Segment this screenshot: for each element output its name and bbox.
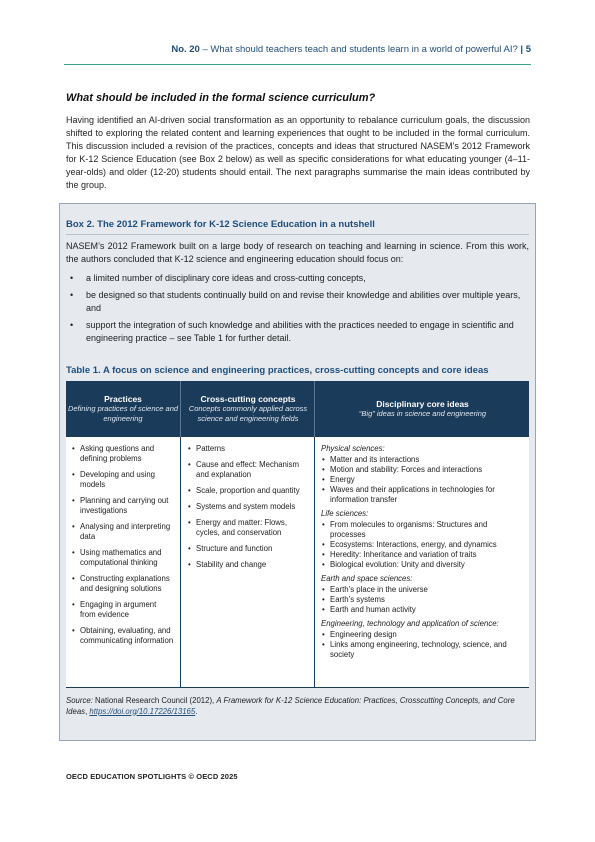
core-ideas-column bbox=[314, 437, 529, 687]
section-heading: What should be included in the formal science curriculum? bbox=[66, 92, 376, 104]
column-heading: Practices bbox=[104, 394, 142, 404]
bullet-icon: • bbox=[322, 465, 325, 474]
bullet-icon: • bbox=[322, 485, 325, 494]
bullet-text: be designed so that students continually build on and revise their knowledge and abilities over multiple years, and bbox=[86, 290, 521, 313]
cell-text: Engineering design bbox=[330, 630, 397, 639]
bullet-icon: • bbox=[188, 518, 191, 527]
practice-item bbox=[71, 522, 174, 542]
page-number: 5 bbox=[525, 44, 531, 55]
core-idea-item bbox=[321, 520, 523, 540]
concepts-list bbox=[187, 444, 308, 570]
concepts-column bbox=[180, 437, 314, 687]
core-idea-item bbox=[321, 640, 523, 660]
column-header-core-ideas bbox=[314, 381, 530, 437]
cell-text: Cause and effect: Mechanism and explanation bbox=[196, 460, 300, 479]
page-footer: OECD EDUCATION SPOTLIGHTS © OECD 2025 bbox=[66, 772, 238, 781]
bullet-icon: • bbox=[322, 605, 325, 614]
bullet-icon: • bbox=[70, 290, 74, 300]
box-title-rule bbox=[66, 234, 529, 235]
column-header-practices bbox=[66, 381, 180, 437]
bullet-icon: • bbox=[72, 522, 75, 531]
header-separator: – bbox=[199, 44, 211, 55]
bullet-icon: • bbox=[322, 595, 325, 604]
framework-table bbox=[66, 381, 529, 687]
bullet-icon: • bbox=[188, 560, 191, 569]
practice-item bbox=[71, 548, 174, 568]
practice-item bbox=[71, 470, 174, 490]
cell-text: Systems and system models bbox=[196, 502, 296, 511]
bullet-icon: • bbox=[72, 496, 75, 505]
bullet-icon: • bbox=[72, 626, 75, 635]
core-idea-list bbox=[321, 520, 523, 570]
box-title: Box 2. The 2012 Framework for K-12 Science Education in a nutshell bbox=[66, 219, 375, 230]
core-idea-list bbox=[321, 455, 523, 505]
core-idea-item bbox=[321, 630, 523, 640]
core-idea-item bbox=[321, 475, 523, 485]
bullet-icon: • bbox=[188, 444, 191, 453]
bullet-icon: • bbox=[322, 455, 325, 464]
cell-text: Using mathematics and computational thinking bbox=[80, 548, 162, 567]
doi-link[interactable]: https://doi.org/10.17226/13165 bbox=[89, 706, 196, 716]
concept-item bbox=[187, 560, 308, 570]
bullet-icon: • bbox=[72, 470, 75, 479]
cell-text: Ecosystems: Interactions, energy, and dynamics bbox=[330, 540, 497, 549]
box-intro: NASEM’s 2012 Framework built on a large body of research on teaching and learning in science. From this work, the authors concluded that K-12 science and engineering education should focus on: bbox=[66, 241, 529, 264]
column-header-concepts bbox=[180, 381, 315, 437]
concept-item bbox=[187, 444, 308, 454]
cell-text: Matter and its interactions bbox=[330, 455, 420, 464]
bullet-icon: • bbox=[322, 550, 325, 559]
column-subheading: Defining practices of science and engineering bbox=[67, 404, 179, 423]
issue-number: No. 20 bbox=[171, 44, 200, 55]
cell-text: Planning and carrying out investigations bbox=[80, 496, 169, 515]
core-idea-item bbox=[321, 540, 523, 550]
header-title: What should teachers teach and students learn in a world of powerful AI? bbox=[210, 44, 518, 55]
core-idea-group-label: Earth and space sciences: bbox=[321, 574, 413, 583]
bullet-icon: • bbox=[188, 502, 191, 511]
bullet-text: a limited number of disciplinary core ideas and cross-cutting concepts, bbox=[86, 273, 366, 283]
cell-text: Links among engineering, technology, science, and society bbox=[330, 640, 507, 659]
practice-item bbox=[71, 626, 174, 646]
core-idea-item bbox=[321, 595, 523, 605]
list-item bbox=[66, 319, 529, 345]
cell-text: Analysing and interpreting data bbox=[80, 522, 171, 541]
bullet-icon: • bbox=[72, 444, 75, 453]
column-subheading: Concepts commonly applied across science and engineering fields bbox=[188, 404, 308, 423]
practices-column bbox=[66, 437, 180, 687]
bullet-icon: • bbox=[72, 548, 75, 557]
bullet-icon: • bbox=[72, 600, 75, 609]
core-idea-list bbox=[321, 585, 523, 615]
cell-text: Engaging in argument from evidence bbox=[80, 600, 157, 619]
cell-text: Earth and human activity bbox=[330, 605, 416, 614]
table-body bbox=[66, 437, 529, 688]
practice-item bbox=[71, 600, 174, 620]
cell-text: Asking questions and defining problems bbox=[80, 444, 155, 463]
source-note bbox=[66, 696, 529, 717]
bullet-icon: • bbox=[72, 574, 75, 583]
cell-text: Motion and stability: Forces and interactions bbox=[330, 465, 483, 474]
cell-text: Earth’s systems bbox=[330, 595, 385, 604]
source-book-title: A Framework for K-12 Science Education: Practices, Crosscutting Concepts, and Core Ideas bbox=[66, 696, 515, 716]
core-idea-item bbox=[321, 605, 523, 615]
table-title: Table 1. A focus on science and engineering practices, cross-cutting concepts and core ideas bbox=[66, 365, 489, 376]
cell-text: Patterns bbox=[196, 444, 226, 453]
bullet-icon: • bbox=[188, 486, 191, 495]
bullet-icon: • bbox=[322, 585, 325, 594]
bullet-icon: • bbox=[188, 544, 191, 553]
source-label: Source: bbox=[66, 696, 93, 705]
cell-text: Constructing explanations and designing solutions bbox=[80, 574, 170, 593]
core-idea-item bbox=[321, 585, 523, 595]
bullet-icon: • bbox=[322, 475, 325, 484]
cell-text: Earth’s place in the universe bbox=[330, 585, 428, 594]
cell-text: Scale, proportion and quantity bbox=[196, 486, 300, 495]
core-idea-item bbox=[321, 485, 523, 505]
cell-text: From molecules to organisms: Structures and processes bbox=[330, 520, 488, 539]
cell-text: Energy and matter: Flows, cycles, and conservation bbox=[196, 518, 288, 537]
core-idea-group-label: Life sciences: bbox=[321, 509, 369, 518]
bullet-icon: • bbox=[322, 560, 325, 569]
bullet-icon: • bbox=[322, 630, 325, 639]
list-item bbox=[66, 289, 529, 315]
column-heading: Cross-cutting concepts bbox=[200, 394, 296, 404]
cell-text: Structure and function bbox=[196, 544, 273, 553]
concept-item bbox=[187, 544, 308, 554]
bullet-text: support the integration of such knowledge and abilities with the practices needed to engage in scientific and engineering practice – see Table 1 for further detail. bbox=[86, 320, 514, 343]
concept-item bbox=[187, 518, 308, 538]
core-idea-group-label: Physical sciences: bbox=[321, 444, 385, 453]
concept-item bbox=[187, 502, 308, 512]
concept-item bbox=[187, 486, 308, 496]
column-heading: Disciplinary core ideas bbox=[376, 399, 469, 409]
source-text: National Research Council (2012), bbox=[92, 696, 217, 705]
core-idea-group-label: Engineering, technology and application of science: bbox=[321, 619, 499, 628]
bullet-icon: • bbox=[322, 520, 325, 529]
cell-text: Waves and their applications in technologies for information transfer bbox=[330, 485, 495, 504]
intro-paragraph: Having identified an AI-driven social transformation as an opportunity to rebalance curriculum goals, the discussion shifted to exploring the related content and learning experiences that ought to be included in the formal curriculum. This discussion included a revision of the practices, concepts and ideas that structured NASEM’s 2012 Framework for K-12 Science Education (see Box 2 below) as well as specific considerations for what educating younger (4–11-year-olds) and older (12-20) students should entail. The next paragraphs summarise the main ideas contributed by the group. bbox=[66, 115, 530, 191]
source-end: . bbox=[195, 706, 198, 716]
cell-text: Obtaining, evaluating, and communicating information bbox=[80, 626, 174, 645]
column-subheading: “Big” ideas in science and engineering bbox=[358, 409, 487, 418]
cell-text: Heredity: Inheritance and variation of traits bbox=[330, 550, 477, 559]
concept-item bbox=[187, 460, 308, 480]
source-comma: , bbox=[85, 706, 90, 716]
bullet-icon: • bbox=[188, 460, 191, 469]
cell-text: Energy bbox=[330, 475, 355, 484]
practice-item bbox=[71, 444, 174, 464]
header-rule bbox=[64, 64, 531, 65]
bullet-icon: • bbox=[322, 640, 325, 649]
bullet-icon: • bbox=[70, 320, 74, 330]
core-idea-item bbox=[321, 550, 523, 560]
core-idea-item bbox=[321, 560, 523, 570]
core-idea-item bbox=[321, 465, 523, 475]
cell-text: Developing and using models bbox=[80, 470, 155, 489]
practice-item bbox=[71, 496, 174, 516]
table-header bbox=[66, 381, 529, 437]
list-item bbox=[66, 272, 529, 285]
core-idea-item bbox=[321, 455, 523, 465]
bullet-icon: • bbox=[322, 540, 325, 549]
running-header bbox=[64, 44, 531, 55]
bullet-icon: • bbox=[70, 273, 74, 283]
practice-item bbox=[71, 574, 174, 594]
practices-list bbox=[71, 444, 174, 646]
page-separator: | bbox=[517, 44, 526, 55]
core-idea-list bbox=[321, 630, 523, 660]
cell-text: Stability and change bbox=[196, 560, 267, 569]
box-bullet-list bbox=[66, 272, 529, 349]
cell-text: Biological evolution: Unity and diversity bbox=[330, 560, 465, 569]
